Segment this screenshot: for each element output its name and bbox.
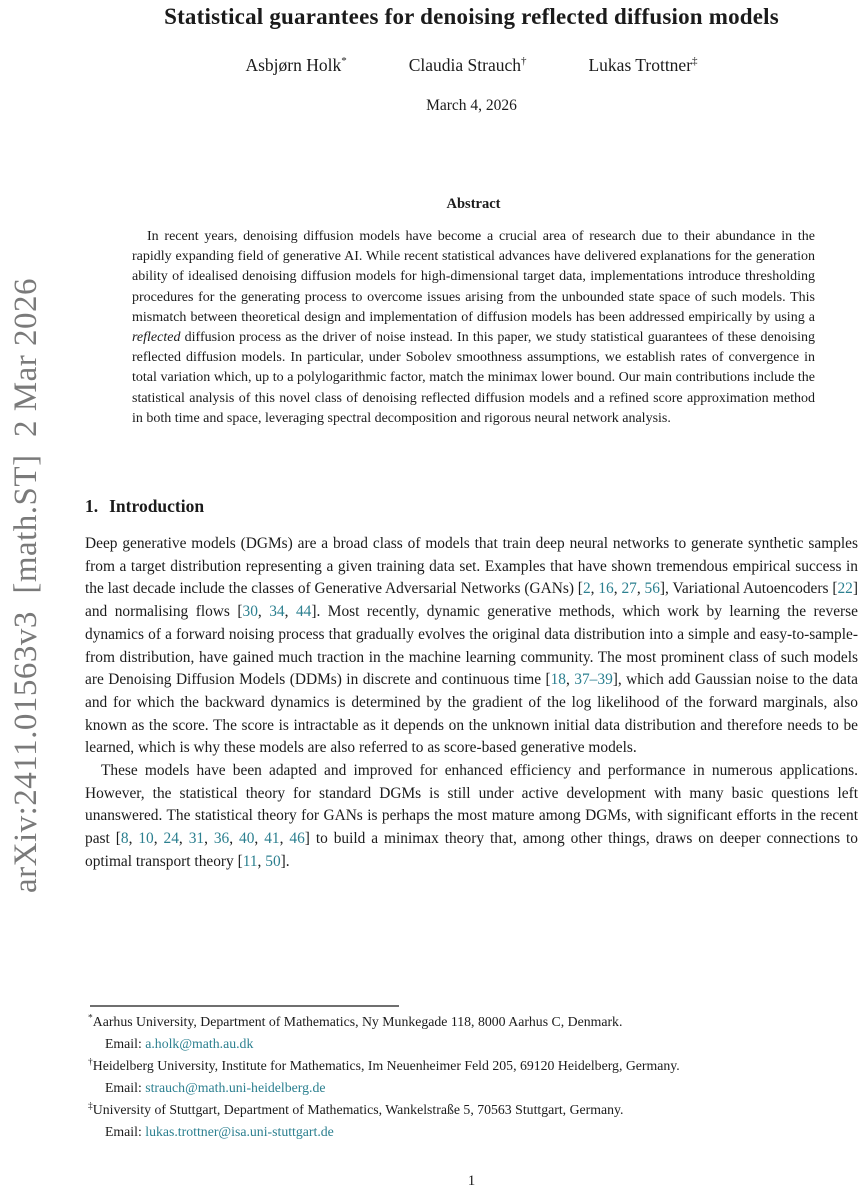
footnote-email-line <box>88 1033 858 1055</box>
author-name-text: Lukas Trottner <box>588 55 693 75</box>
citation-link[interactable]: 16 <box>598 580 614 598</box>
footnote-affiliation <box>88 1055 858 1077</box>
author-name <box>245 55 346 76</box>
citation-link[interactable]: 31 <box>188 830 205 848</box>
paragraph <box>85 533 858 760</box>
footnote-marker: * <box>88 1013 93 1024</box>
citation-link[interactable]: 44 <box>295 603 312 621</box>
text-run: These models have been adapted and improved for enhanced efficiency and performance in numerous applications. However, the statistical theory for standard DGMs is still under active development with many basic questions left unanswered. The statistical theory for GANs is perhaps the most mature among DGMs, with significant efforts in the recent past [ <box>85 762 858 848</box>
text-run: ] and normalising flows [ <box>85 580 858 621</box>
text-run: , <box>565 671 575 689</box>
footnote-email-line <box>88 1121 858 1143</box>
footnotes <box>88 1011 858 1143</box>
text-run: , <box>257 852 266 870</box>
paper-title: Statistical guarantees for denoising reflected diffusion models <box>164 4 779 29</box>
citation-link[interactable]: 36 <box>213 830 230 848</box>
citation-link[interactable]: 24 <box>163 830 179 848</box>
footnote-marker: ‡ <box>88 1101 93 1112</box>
text-run: ] to build a minimax theory that, among other things, draws on deeper connections to optimal transport theory [ <box>85 830 858 870</box>
author-name-text: Asbjørn Holk <box>245 55 342 75</box>
email-link[interactable]: a.holk@math.au.dk <box>145 1036 254 1051</box>
citation-link[interactable]: 27 <box>621 580 637 598</box>
text-run: , <box>229 830 240 848</box>
citation-link[interactable]: 10 <box>138 830 154 848</box>
author-list <box>85 55 858 76</box>
text-run: Deep generative models (DGMs) are a broad class of models that train deep neural networks to generate synthetic samples from a target distribution representing a given training data set. Examples that have shown tremendous empirical success in the last decade include the classes of Generative Adversarial Networks (GANs) [ <box>85 535 858 598</box>
text-run: , <box>279 830 290 848</box>
email-link[interactable]: strauch@math.uni-heidelberg.de <box>145 1080 326 1095</box>
text-run: ]. <box>280 852 290 870</box>
footnote-affiliation <box>88 1011 858 1033</box>
citation-link[interactable]: 8 <box>120 830 129 848</box>
footnote-item <box>88 1011 858 1055</box>
email-link[interactable]: lukas.trottner@isa.uni-stuttgart.de <box>145 1124 334 1139</box>
email-label: Email: <box>105 1124 146 1139</box>
citation-link[interactable]: 2 <box>582 580 591 598</box>
citation-link[interactable]: 37–39 <box>574 671 613 689</box>
email-label: Email: <box>105 1036 146 1051</box>
text-run: , <box>257 603 270 621</box>
author-name-text: Claudia Strauch <box>408 55 521 75</box>
affiliation-text: Aarhus University, Department of Mathematics, Ny Munkegade 118, 8000 Aarhus C, Denmark. <box>92 1014 623 1029</box>
email-label: Email: <box>105 1080 146 1095</box>
page-number: 1 <box>467 1173 476 1189</box>
text-run: diffusion process as the driver of noise instead. In this paper, we study statistical guarantees of these denoising reflected diffusion models. In particular, under Sobolev smoothness assumptions, we establish rates of convergence in total variation which, up to a polylogarithmic factor, match the minimax lower bound. Our main contributions include the statistical analysis of this novel class of denoising reflected diffusion models and a refined score approximation method in both time and space, leveraging spectral decomposition and rigorous neural network analysis. <box>132 330 815 426</box>
author-footnote-marker: * <box>341 55 347 68</box>
text-run: In recent years, denoising diffusion models have become a crucial area of research due to their abundance in the rapidly expanding field of generative AI. While recent statistical advances have delivered explanations for the generation ability of idealised denoising diffusion models for high-dimensional target data, implementations introduce thresholding procedures for the generating process to overcome issues arising from the unbounded state space of such models. This mismatch between theoretical design and implementation of diffusion models has been addressed empirically by using a <box>132 229 815 325</box>
citation-link[interactable]: 40 <box>239 830 255 848</box>
arxiv-stamp: arXiv:2411.01563v3 [math.ST] 2 Mar 2026 <box>8 277 44 893</box>
author-name <box>588 55 697 76</box>
footnote-item <box>88 1055 858 1099</box>
affiliation-text: University of Stuttgart, Department of Mathematics, Wankelstraße 5, 70563 Stuttgart, Germany. <box>92 1102 624 1117</box>
footnote-marker: † <box>88 1057 93 1068</box>
citation-link[interactable]: 41 <box>264 830 280 848</box>
citation-link[interactable]: 30 <box>242 603 258 621</box>
affiliation-text: Heidelberg University, Institute for Mathematics, Im Neuenheimer Feld 205, 69120 Heidelberg, Germany. <box>92 1058 680 1073</box>
author-footnote-marker: ‡ <box>692 55 698 68</box>
citation-link[interactable]: 50 <box>265 852 281 870</box>
citation-link[interactable]: 34 <box>269 603 285 621</box>
footnote-rule <box>90 1005 399 1007</box>
section-number: 1. <box>85 496 99 516</box>
text-run: ]. Most recently, dynamic generative methods, which work by learning the reverse dynamics of a forward noising process that gradually evolves the original data distribution into a simple and easy-to-sample-from distribution, have gained much traction in the machine learning community. The most prominent class of such models are Denoising Diffusion Models (DDMs) in discrete and continuous time [ <box>85 603 858 689</box>
text-run: , <box>153 830 164 848</box>
section-title: Introduction <box>109 496 205 516</box>
abstract-heading: Abstract <box>446 196 501 212</box>
section-heading <box>85 496 204 517</box>
paper-date: March 4, 2026 <box>426 97 517 114</box>
author-name <box>409 55 527 76</box>
text-run: , <box>254 830 265 848</box>
text-run: , <box>590 580 599 598</box>
body-text <box>85 533 858 874</box>
text-run: , <box>178 830 189 848</box>
text-run: , <box>636 580 645 598</box>
text-run: ], Variational Autoencoders [ <box>659 580 838 598</box>
text-run: , <box>613 580 622 598</box>
footnote-email-line <box>88 1077 858 1099</box>
citation-link[interactable]: 18 <box>550 671 566 689</box>
text-run: ], which add Gaussian noise to the data and for which the backward dynamics is determined by the gradient of the log likelihood of the forward marginals, also known as the score. The score is intractable as it depends on the unknown initial data distribution and therefore needs to be learned, which is why these models are also referred to as score-based generative models. <box>85 671 858 757</box>
text-run: reflected <box>132 330 181 346</box>
paragraph <box>85 760 858 874</box>
text-run: , <box>128 830 139 848</box>
abstract-block <box>132 196 815 429</box>
abstract-text <box>132 227 815 429</box>
text-run: , <box>204 830 214 848</box>
author-footnote-marker: † <box>520 55 527 68</box>
citation-link[interactable]: 46 <box>289 830 305 848</box>
text-run: , <box>284 603 296 621</box>
footnote-affiliation <box>88 1099 858 1121</box>
footnote-item <box>88 1099 858 1143</box>
citation-link[interactable]: 56 <box>644 580 660 598</box>
citation-link[interactable]: 22 <box>837 580 853 598</box>
citation-link[interactable]: 11 <box>242 852 258 870</box>
